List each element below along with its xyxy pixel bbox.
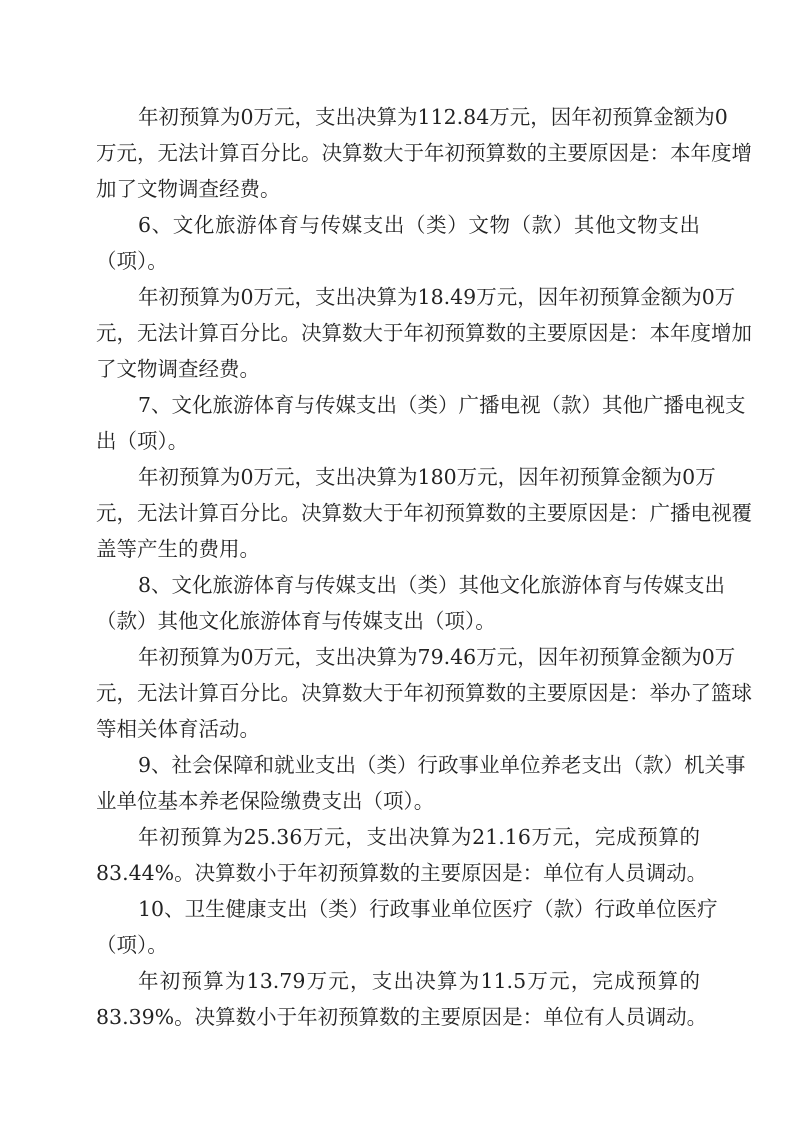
text-line: 出（项）。 [96, 429, 189, 453]
text-line: 年初预算为0万元，支出决算为180万元，因年初预算金额为0万 [138, 465, 716, 489]
section-heading-paragraph [96, 747, 746, 819]
text-line: 9、社会保障和就业支出（类）行政事业单位养老支出（款）机关事 [138, 753, 746, 777]
text-line: （款）其他文化旅游体育与传媒支出（项）。 [96, 609, 496, 633]
body-paragraph [96, 99, 752, 207]
text-line: 6、文化旅游体育与传媒支出（类）文物（款）其他文物支出 [138, 213, 700, 237]
text-line: 元，无法计算百分比。决算数大于年初预算数的主要原因是：本年度增加 [96, 321, 752, 345]
body-paragraph [96, 819, 708, 891]
text-line: （项）。 [96, 249, 168, 273]
text-line: 年初预算为25.36万元，支出决算为21.16万元，完成预算的 [138, 825, 700, 849]
text-line: 等相关体育活动。 [96, 717, 260, 741]
text-line: 83.39%。决算数小于年初预算数的主要原因是：单位有人员调动。 [96, 1005, 708, 1029]
text-line: 年初预算为0万元，支出决算为79.46万元，因年初预算金额为0万 [138, 645, 736, 669]
section-heading-paragraph [96, 567, 726, 639]
body-paragraph [96, 639, 752, 747]
text-line: 业单位基本养老保险缴费支出（项）。 [96, 789, 435, 813]
text-line: 盖等产生的费用。 [96, 537, 260, 561]
text-line: 年初预算为0万元，支出决算为112.84万元，因年初预算金额为0 [138, 105, 728, 129]
body-paragraph [96, 459, 752, 567]
body-paragraph [96, 963, 708, 1035]
body-paragraph [96, 279, 752, 387]
text-line: 万元，无法计算百分比。决算数大于年初预算数的主要原因是：本年度增 [96, 141, 752, 165]
text-line: 元，无法计算百分比。决算数大于年初预算数的主要原因是：举办了篮球 [96, 681, 752, 705]
text-line: 年初预算为0万元，支出决算为18.49万元，因年初预算金额为0万 [138, 285, 736, 309]
text-line: 7、文化旅游体育与传媒支出（类）广播电视（款）其他广播电视支 [138, 393, 746, 417]
text-line: （项）。 [96, 933, 168, 957]
text-line: 83.44%。决算数小于年初预算数的主要原因是：单位有人员调动。 [96, 861, 708, 885]
section-heading-paragraph [96, 891, 718, 963]
section-heading-paragraph [96, 207, 700, 279]
text-line: 元，无法计算百分比。决算数大于年初预算数的主要原因是：广播电视覆 [96, 501, 752, 525]
text-line: 年初预算为13.79万元，支出决算为11.5万元，完成预算的 [138, 969, 700, 993]
text-line: 10、卫生健康支出（类）行政事业单位医疗（款）行政单位医疗 [138, 897, 718, 921]
section-heading-paragraph [96, 387, 746, 459]
text-line: 了文物调查经费。 [96, 357, 260, 381]
document-page [96, 99, 752, 1035]
text-line: 8、文化旅游体育与传媒支出（类）其他文化旅游体育与传媒支出 [138, 573, 726, 597]
text-line: 加了文物调查经费。 [96, 177, 281, 201]
